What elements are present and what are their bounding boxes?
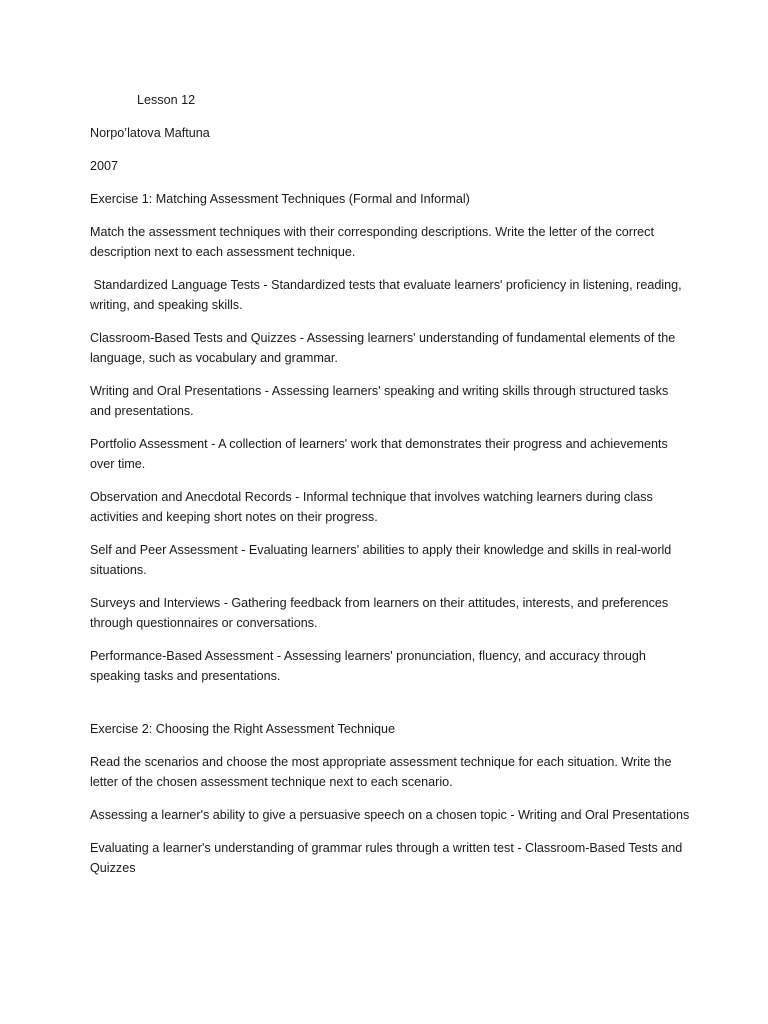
exercise-1-item: Classroom-Based Tests and Quizzes - Assessing learners' understanding of fundamental elements of the language, such as vocabulary and grammar. <box>90 331 676 365</box>
exercise-2-item: Evaluating a learner's understanding of grammar rules through a written test - Classroom-Based Tests and Quizzes <box>90 841 683 875</box>
exercise-1-item: Portfolio Assessment - A collection of learners' work that demonstrates their progress and achievements over time. <box>90 437 668 471</box>
exercise-1-item: Surveys and Interviews - Gathering feedback from learners on their attitudes, interests, and preferences through questionnaires or conversations. <box>90 596 669 630</box>
exercise-1-item: Observation and Anecdotal Records - Informal technique that involves watching learners during class activities and keeping short notes on their progress. <box>90 490 653 524</box>
lesson-heading: Lesson 12 <box>137 93 196 107</box>
year: 2007 <box>90 159 119 173</box>
exercise-2-title: Exercise 2: Choosing the Right Assessment Technique <box>90 722 395 736</box>
author-name: Norpo’latova Maftuna <box>90 126 210 140</box>
exercise-1-item: Performance-Based Assessment - Assessing learners' pronunciation, fluency, and accuracy through speaking tasks and presentations. <box>90 649 646 683</box>
exercise-2-instructions: Read the scenarios and choose the most appropriate assessment technique for each situation. Write the letter of the chosen assessment technique next to each scenario. <box>90 755 672 789</box>
section-spacer <box>90 699 690 719</box>
document-page <box>90 90 690 891</box>
exercise-2-item: Assessing a learner's ability to give a persuasive speech on a chosen topic - Writing and Oral Presentations <box>90 808 690 822</box>
exercise-1-item: Self and Peer Assessment - Evaluating learners' abilities to apply their knowledge and skills in real-world situations. <box>90 543 672 577</box>
exercise-1-item: Standardized Language Tests - Standardized tests that evaluate learners' proficiency in listening, reading, writing, and speaking skills. <box>90 278 686 312</box>
exercise-1-item: Writing and Oral Presentations - Assessing learners' speaking and writing skills through structured tasks and presentations. <box>90 384 669 418</box>
exercise-1-instructions: Match the assessment techniques with their corresponding descriptions. Write the letter of the correct description next to each assessment technique. <box>90 225 654 259</box>
exercise-1-title: Exercise 1: Matching Assessment Techniques (Formal and Informal) <box>90 192 470 206</box>
